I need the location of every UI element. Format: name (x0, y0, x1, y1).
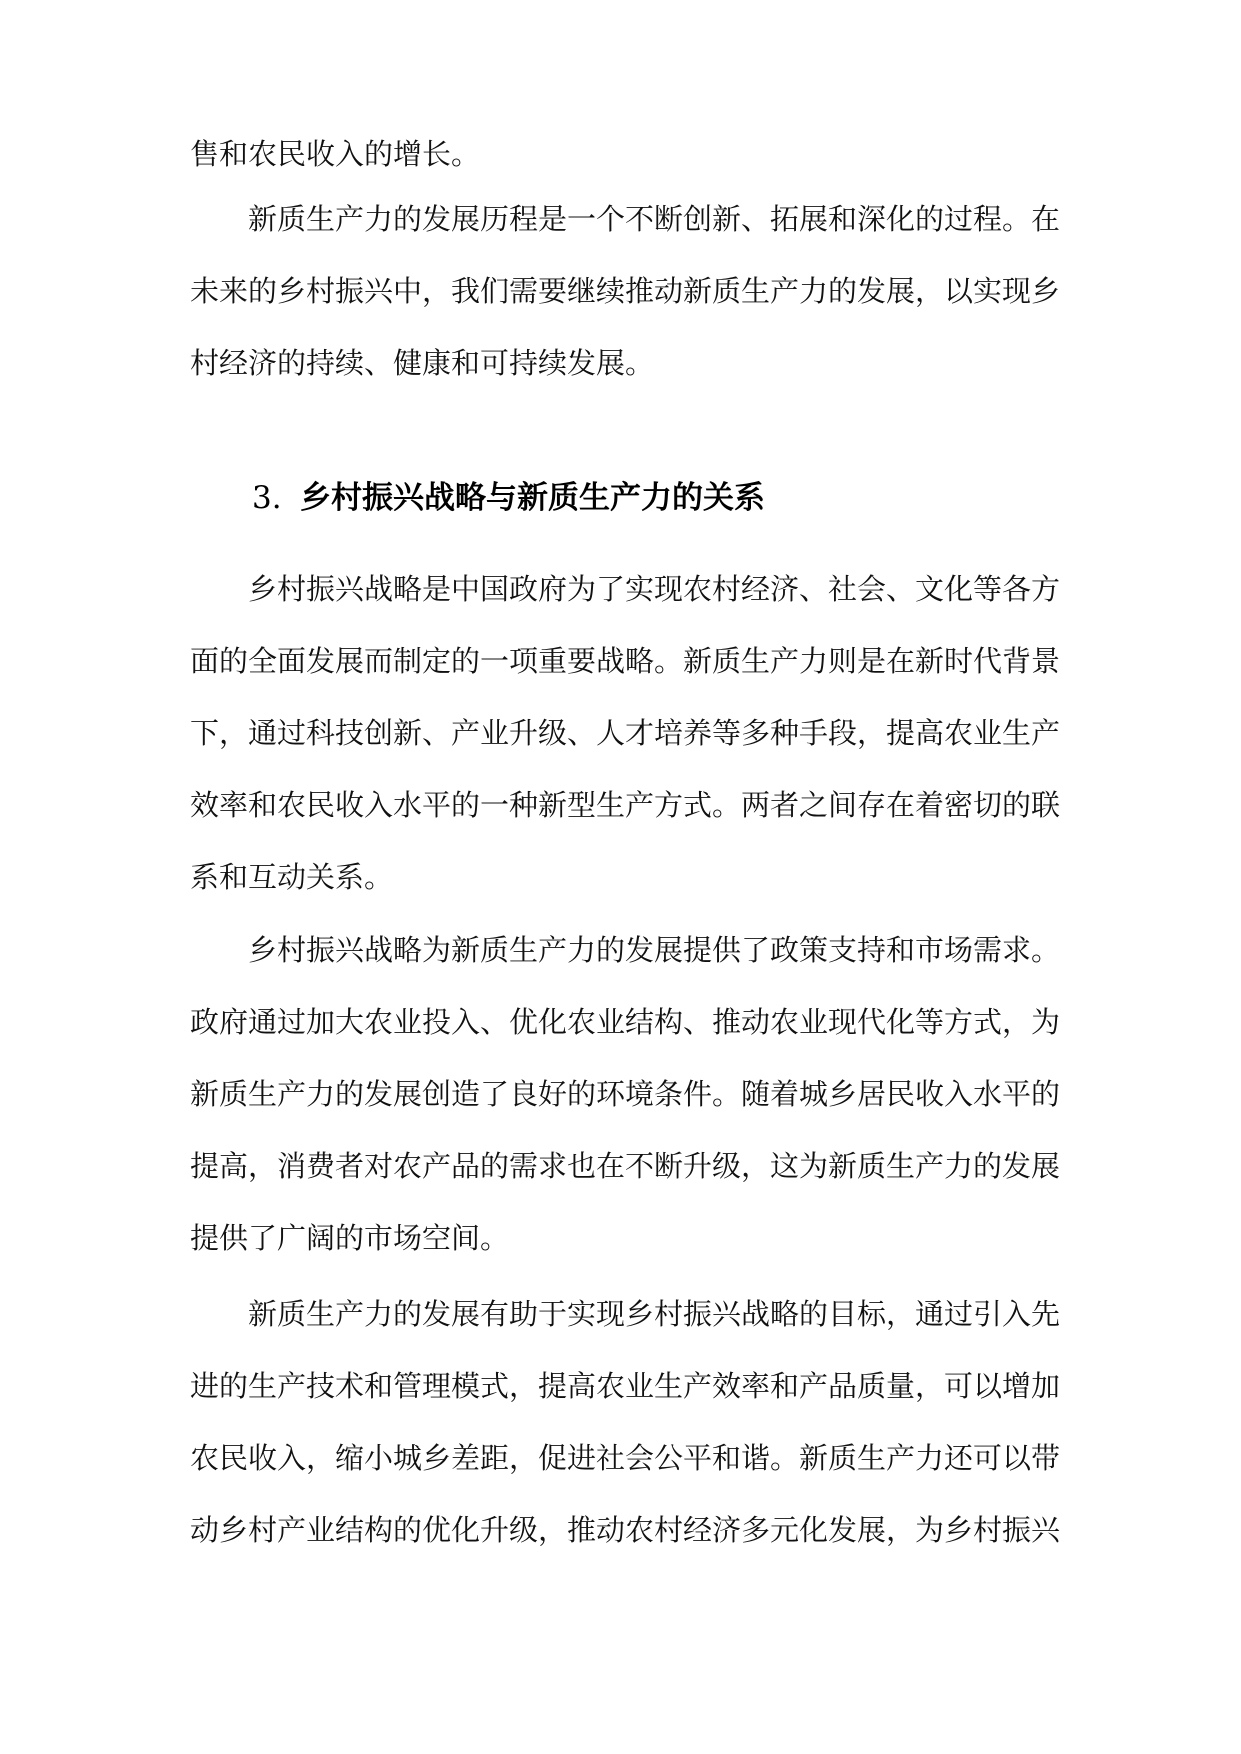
paragraph-goals: 新质生产力的发展有助于实现乡村振兴战略的目标，通过引入先进的生产技术和管理模式，提高农业生产效率和产品质量，可以增加农民收入，缩小城乡差距，促进社会公平和谐。新质生产力还可以带动乡村产业结构的优化升级，推动农村经济多元化发展，为乡村振兴 (190, 1297, 1061, 1547)
section-number: 3. (252, 480, 282, 516)
paragraph-strategy-definition: 乡村振兴战略是中国政府为了实现农村经济、社会、文化等各方面的全面发展而制定的一项重要战略。新质生产力则是在新时代背景下，通过科技创新、产业升级、人才培养等多种手段，提高农业生产效率和农民收入水平的一种新型生产方式。两者之间存在着密切的联系和互动关系。 (190, 572, 1061, 894)
section-title: 乡村振兴战略与新质生产力的关系 (300, 480, 765, 516)
paragraph-policy-support: 乡村振兴战略为新质生产力的发展提供了政策支持和市场需求。政府通过加大农业投入、优化农业结构、推动农业现代化等方式，为新质生产力的发展创造了良好的环境条件。随着城乡居民收入水平的提高，消费者对农产品的需求也在不断升级，这为新质生产力的发展提供了广阔的市场空间。 (190, 933, 1061, 1255)
paragraph-development-history: 新质生产力的发展历程是一个不断创新、拓展和深化的过程。在未来的乡村振兴中，我们需要继续推动新质生产力的发展，以实现乡村经济的持续、健康和可持续发展。 (190, 202, 1061, 380)
section-heading (252, 472, 765, 517)
paragraph-continuation: 售和农民收入的增长。 (190, 137, 481, 171)
